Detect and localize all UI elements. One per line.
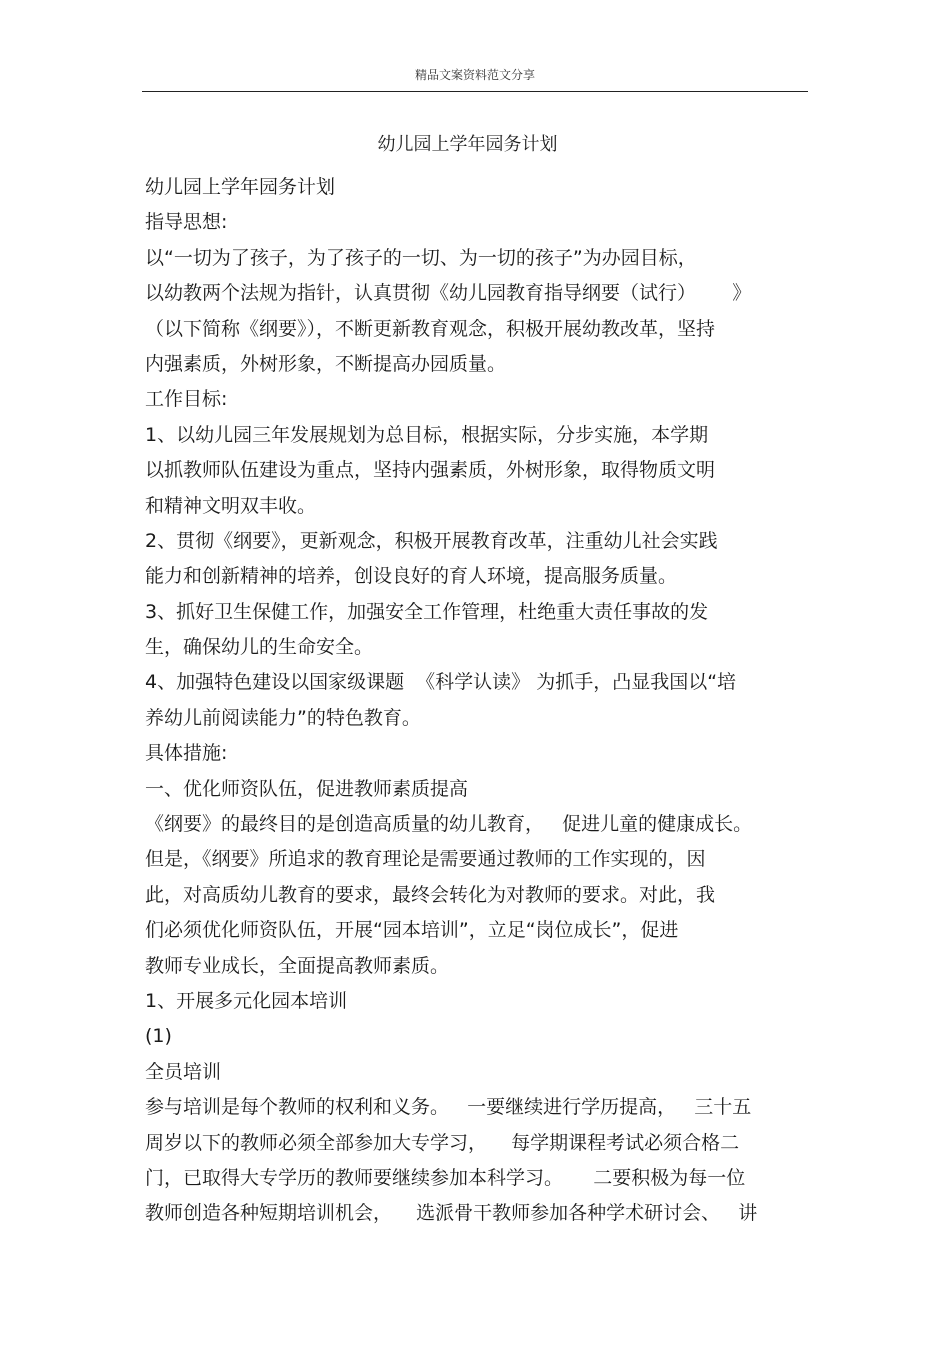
body-line: (1) [145,1025,172,1048]
body-line: 教师专业成长，全面提高教师素质。 [145,954,450,977]
body-line: 3、抓好卫生保健工作，加强安全工作管理，杜绝重大责任事故的发 [145,600,709,623]
body-line: 们必须优化师资队伍，开展“园本培训”，立足“岗位成长”，促进 [145,919,679,942]
body-line: 此，对高质幼儿教育的要求，最终会转化为对教师的要求。对此，我 [145,883,716,906]
body-line: 教师创造各种短期培训机会， 选派骨干教师参加各种学术研讨会、 讲 [145,1202,758,1225]
body-line: 但是，《纲要》所追求的教育理论是需要通过教师的工作实现的，因 [145,848,706,871]
body-line: 生，确保幼儿的生命安全。 [145,636,374,659]
body-line: 工作目标: [145,388,228,411]
body-line: 能力和创新精神的培养，创设良好的育人环境，提高服务质量。 [145,565,678,588]
body-line: 2、贯彻《纲要》，更新观念，积极开展教育改革，注重幼儿社会实践 [145,529,718,552]
body-line: 全员培训 [145,1060,222,1083]
header-divider [142,91,808,92]
body-line: 以幼教两个法规为指针，认真贯彻《幼儿园教育指导纲要（试行） 》 [145,282,752,305]
body-line: 4、加强特色建设以国家级课题 《科学认读》 为抓手，凸显我国以“培 [145,671,737,694]
document-body [145,170,815,1232]
body-line: 指导思想: [145,211,228,234]
page-header: 精品文案资料范文分享 [414,68,535,82]
body-line: 内强素质，外树形象，不断提高办园质量。 [145,352,507,375]
body-line: 以抓教师队伍建设为重点，坚持内强素质，外树形象，取得物质文明 [145,459,716,482]
body-line: 以“一切为了孩子，为了孩子的一切、为一切的孩子”为办园目标， [145,246,697,269]
body-line: 一、优化师资队伍，促进教师素质提高 [145,777,469,800]
body-line: 周岁以下的教师必须全部参加大专学习， 每学期课程考试必须合格二 [145,1131,740,1154]
body-line: 门，已取得大专学历的教师要继续参加本科学习。 二要积极为每一位 [145,1166,746,1189]
body-line: 参与培训是每个教师的权利和义务。 一要继续进行学历提高， 三十五 [145,1096,752,1119]
body-line: 具体措施: [145,742,228,765]
body-line: 1、以幼儿园三年发展规划为总目标，根据实际，分步实施，本学期 [145,423,709,446]
body-line: 1、开展多元化园本培训 [145,989,348,1012]
body-line: 幼儿园上学年园务计划 [145,176,336,198]
body-line: 养幼儿前阅读能力”的特色教育。 [145,706,421,729]
body-line: 和精神文明双丰收。 [145,494,317,517]
body-line: （以下简称《纲要》），不断更新教育观念，积极开展幼教改革，坚持 [145,317,716,340]
body-line: 《纲要》的最终目的是创造高质量的幼儿教育， 促进儿童的健康成长。 [145,813,753,836]
document-title: 幼儿园上学年园务计划 [377,134,558,155]
